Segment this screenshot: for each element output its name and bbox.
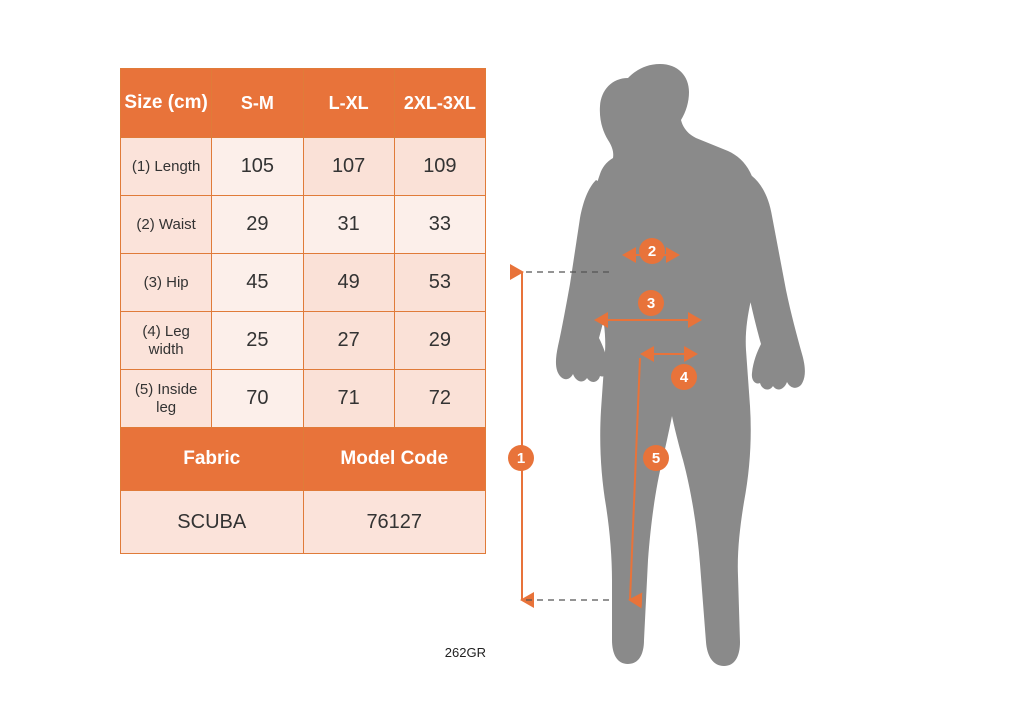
table-header-row [121, 69, 486, 138]
cell-hip-s-m: 45 [212, 254, 303, 312]
size-chart-table [120, 68, 486, 554]
badge-inside-leg: 5 [643, 445, 669, 471]
cell-inside-leg-2xl-3xl: 72 [394, 370, 485, 428]
row-label-leg-width: (4) Leg width [121, 312, 212, 370]
cell-leg-width-2xl-3xl: 29 [394, 312, 485, 370]
cell-hip-2xl-3xl: 53 [394, 254, 485, 312]
cell-length-s-m: 105 [212, 138, 303, 196]
header-fabric: Fabric [121, 428, 304, 491]
badge-leg-width: 4 [671, 364, 697, 390]
value-fabric: SCUBA [121, 491, 304, 554]
table-row [121, 254, 486, 312]
badge-waist: 2 [639, 238, 665, 264]
cell-waist-l-xl: 31 [303, 196, 394, 254]
badge-length: 1 [508, 445, 534, 471]
table-footer-value-row [121, 491, 486, 554]
table-row [121, 370, 486, 428]
cell-hip-l-xl: 49 [303, 254, 394, 312]
header-s-m: S-M [212, 69, 303, 138]
row-label-hip: (3) Hip [121, 254, 212, 312]
cell-inside-leg-l-xl: 71 [303, 370, 394, 428]
cell-length-l-xl: 107 [303, 138, 394, 196]
badge-hip: 3 [638, 290, 664, 316]
cell-waist-s-m: 29 [212, 196, 303, 254]
cell-length-2xl-3xl: 109 [394, 138, 485, 196]
header-l-xl: L-XL [303, 69, 394, 138]
value-model-code: 76127 [303, 491, 486, 554]
chart-code-label: 262GR [444, 645, 486, 660]
cell-inside-leg-s-m: 70 [212, 370, 303, 428]
table-footer-header-row [121, 428, 486, 491]
table-row [121, 196, 486, 254]
cell-waist-2xl-3xl: 33 [394, 196, 485, 254]
row-label-waist: (2) Waist [121, 196, 212, 254]
header-model-code: Model Code [303, 428, 486, 491]
measurement-figure [500, 40, 920, 680]
header-2xl-3xl: 2XL-3XL [394, 69, 485, 138]
cell-leg-width-s-m: 25 [212, 312, 303, 370]
row-label-inside-leg: (5) Inside leg [121, 370, 212, 428]
female-silhouette-icon [500, 40, 920, 680]
table-row [121, 138, 486, 196]
table-row [121, 312, 486, 370]
cell-leg-width-l-xl: 27 [303, 312, 394, 370]
header-size-cm: Size (cm) [121, 69, 212, 138]
row-label-length: (1) Length [121, 138, 212, 196]
